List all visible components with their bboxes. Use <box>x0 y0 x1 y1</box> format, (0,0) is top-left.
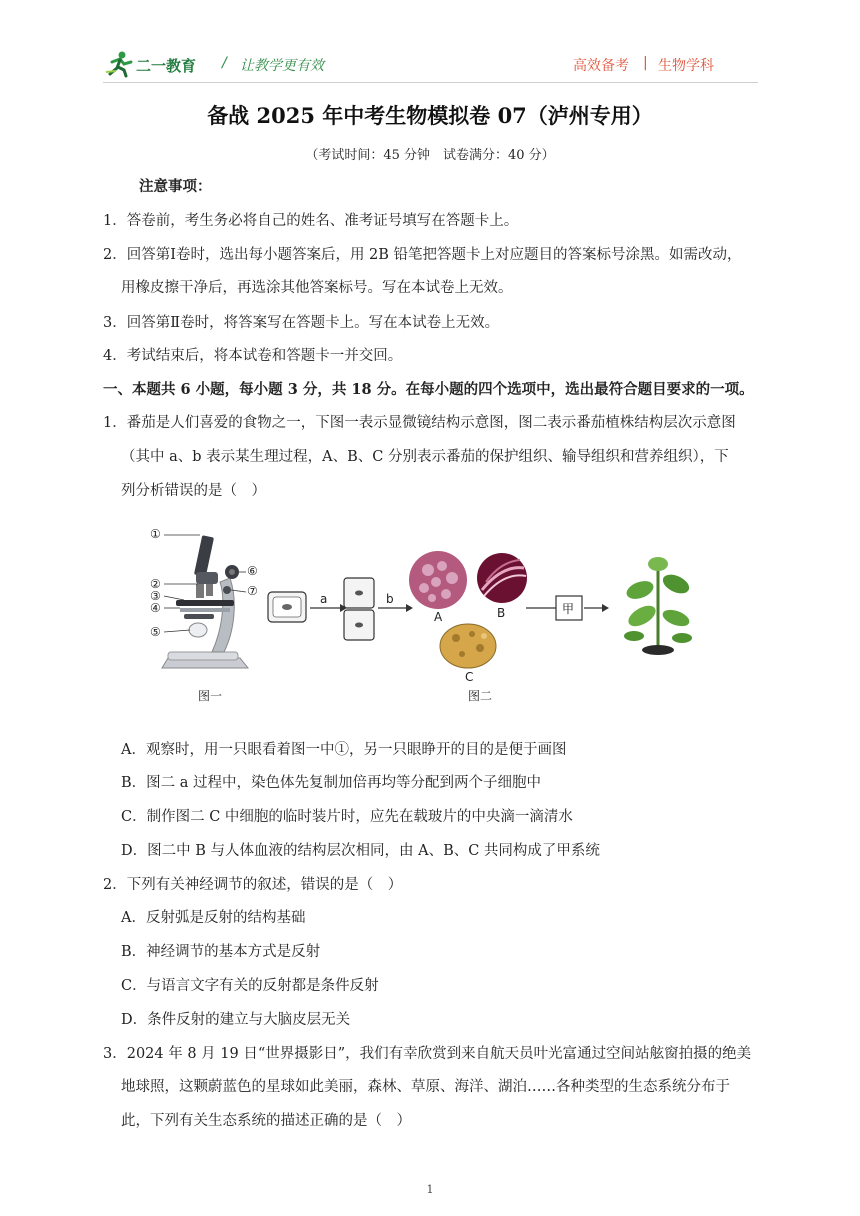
microscope-label-2: ② <box>150 577 161 591</box>
page-subtitle: （考试时间：45 分钟 试卷满分：40 分） <box>305 148 555 163</box>
header-divider <box>103 82 758 83</box>
q2-option-c: C．与语言文字有关的反射都是条件反射 <box>121 978 379 994</box>
tissue-c-image <box>440 624 496 668</box>
microscope-label-3: ③ <box>150 589 161 603</box>
tissue-a-image <box>409 551 467 609</box>
arrow-a-label: a <box>320 592 328 606</box>
q1-option-c: C．制作图二 C 中细胞的临时装片时，应先在载玻片的中央滴一滴清水 <box>121 809 573 825</box>
logo <box>104 50 214 78</box>
q1-figure <box>140 520 710 710</box>
microscope-label-7: ⑦ <box>247 584 258 598</box>
q2-option-b: B．神经调节的基本方式是反射 <box>121 944 321 960</box>
notes-item-1: 1．答卷前，考生务必将自己的姓名、准考证号填写在答题卡上。 <box>103 213 519 229</box>
arrow-b-label: b <box>386 592 394 606</box>
tissue-b-label: B <box>497 606 506 620</box>
notes-item-3: 3．回答第Ⅱ卷时，将答案写在答题卡上。写在本试卷上无效。 <box>103 315 500 331</box>
header-slash: / <box>222 55 227 71</box>
q1-option-a: A．观察时，用一只眼看着图一中①，另一只眼睁开的目的是便于画图 <box>121 742 567 758</box>
fig2-caption: 图二 <box>468 689 493 703</box>
microscope-illustration <box>162 535 248 668</box>
notes-item-2-cont: 用橡皮擦干净后，再选涂其他答案标号。写在本试卷上无效。 <box>121 280 513 296</box>
tissue-b-image <box>477 553 527 603</box>
microscope-label-1: ① <box>150 527 161 541</box>
q1-stem-line-2: （其中 a、b 表示某生理过程，A、B、C 分别表示番茄的保护组织、输导组织和营养组织），下 <box>121 449 729 465</box>
notes-item-4: 4．考试结束后，将本试卷和答题卡一并交回。 <box>103 348 403 364</box>
divided-cells-illustration <box>344 578 374 640</box>
logo-text: 二一教育 <box>136 57 197 75</box>
q1-stem-line-1: 1．番茄是人们喜爱的食物之一，下图一表示显微镜结构示意图，图二表示番茄植株结构层次示意图 <box>103 415 736 431</box>
notes-item-2: 2．回答第Ⅰ卷时，选出每小题答案后，用 2B 铅笔把答题卡上对应题目的答案标号涂黑。如需改动， <box>103 247 742 263</box>
tissue-a-label: A <box>434 610 443 624</box>
microscope-label-4: ④ <box>150 601 161 615</box>
q1-option-b: B．图二 a 过程中，染色体先复制加倍再均等分配到两个子细胞中 <box>121 775 542 791</box>
header-brand-right: 生物学科 <box>658 58 714 74</box>
header-brand-left: 高效备考 <box>573 58 629 74</box>
q2-option-a: A．反射弧是反射的结构基础 <box>121 910 306 926</box>
section-heading: 一、本题共 6 小题，每小题 3 分，共 18 分。在每小题的四个选项中，选出最符合题目要求的一项。 <box>103 381 754 398</box>
single-cell-illustration <box>268 592 306 622</box>
fig1-caption: 图一 <box>198 689 223 703</box>
q2-stem: 2．下列有关神经调节的叙述，错误的是（ ） <box>103 877 403 893</box>
microscope-label-6: ⑥ <box>247 564 258 578</box>
q1-option-d: D．图二中 B 与人体血液的结构层次相同，由 A、B、C 共同构成了甲系统 <box>121 843 600 859</box>
page-title: 备战 2025 年中考生物模拟卷 07（泸州专用） <box>207 103 653 128</box>
running-figure-icon <box>104 50 134 78</box>
q1-stem-line-3: 列分析错误的是（ ） <box>121 483 266 499</box>
q3-stem-line-1: 3．2024 年 8 月 19 日“世界摄影日”，我们有幸欣赏到来自航天员叶光富通过空间站舷窗拍摄的绝美 <box>103 1046 752 1062</box>
header-brand-sep: | <box>643 55 648 71</box>
q2-option-d: D．条件反射的建立与大脑皮层无关 <box>121 1012 351 1028</box>
tomato-plant-image <box>624 557 692 655</box>
notes-heading: 注意事项： <box>139 178 212 195</box>
microscope-label-5: ⑤ <box>150 625 161 639</box>
tissue-c-label: C <box>465 670 474 684</box>
system-box-label: 甲 <box>562 602 575 616</box>
page-number: 1 <box>426 1183 434 1196</box>
header-slogan: 让教学更有效 <box>240 58 324 74</box>
q3-stem-line-2: 地球照，这颗蔚蓝色的星球如此美丽，森林、草原、海洋、湖泊……各种类型的生态系统分布于 <box>121 1079 730 1095</box>
q3-stem-line-3: 此，下列有关生态系统的描述正确的是（ ） <box>121 1113 411 1129</box>
